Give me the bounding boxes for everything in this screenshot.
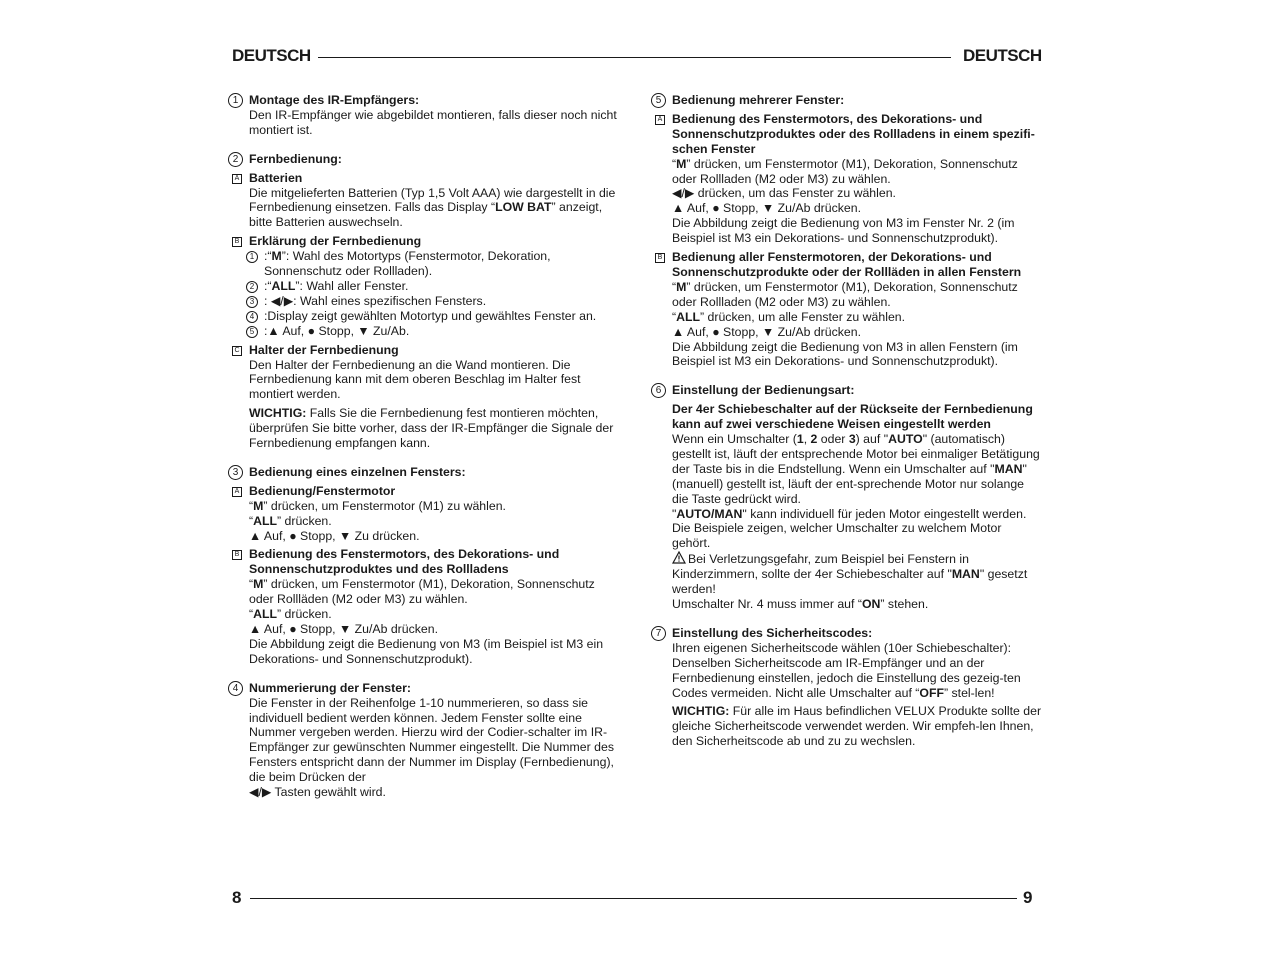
section-title: Bedienung eines einzelnen Fensters: — [249, 464, 466, 479]
subsection-title: Bedienung aller Fenstermotoren, der Dekorations- und Sonnenschutzprodukte oder der Rollläden in allen Fenstern — [672, 250, 1022, 279]
paragraph: Den IR-Empfänger wie abgebildet montieren, falls dieser noch nicht montiert ist. — [249, 107, 617, 137]
important-note: WICHTIG: Falls Sie die Fernbedienung fest montieren möchten, überprüfen Sie bitte vorher, dass der IR-Empfänger die Signale der Fernbedienung empfangen kann. — [249, 406, 614, 451]
section-number-7: 7 — [651, 626, 666, 641]
page-number-left: 8 — [232, 888, 242, 907]
section-number-3: 3 — [228, 465, 243, 480]
subsection-title: Batterien — [249, 170, 303, 185]
subsection-title: Halter der Fernbedienung — [249, 342, 399, 357]
paragraph: Die mitgelieferten Batterien (Typ 1,5 Volt AAA) wie dargestellt in die Fernbedienung einsetzen. Falls das Display “LOW BAT” anzeigt, bitte Batterien auswechseln. — [249, 185, 616, 230]
paragraph: “ALL” drücken. — [249, 513, 332, 528]
subsection-label: B — [232, 550, 242, 560]
paragraph: Die Abbildung zeigt die Bedienung von M3 (im Beispiel ist M3 ein Dekorations- und Sonnenschutzprodukt). — [249, 636, 604, 666]
section-number-1: 1 — [228, 93, 243, 108]
header-language-left: DEUTSCH — [232, 46, 311, 65]
paragraph: “ALL” drücken. — [249, 607, 332, 622]
section-title: Fernbedienung: — [249, 151, 342, 166]
paragraph: Die Fenster in der Reihenfolge 1-10 nummerieren, so dass sie individuell bedient werden können. Jedem Fenster sollte eine Nummer vergeben werden. Hierzu wird der Codier-schalter im IR-Empfänger zur gewünschten Nummer eingestellt. Die Nummer des Fensters entspricht dann der Nummer im Display (Fernbedienung), die beim Drücken der — [249, 695, 614, 785]
section-7 — [650, 626, 1042, 749]
header-language-right: DEUTSCH — [963, 46, 1042, 65]
paragraph: “M” drücken, um Fenstermotor (M1), Dekoration, Sonnenschutz oder Rollladen (M2 oder M3) zu wählen. — [672, 156, 1018, 186]
section-title: Einstellung des Sicherheitscodes: — [672, 625, 873, 640]
footer-rule — [250, 898, 1017, 899]
paragraph: ▲ Auf, ● Stopp, ▼ Zu/Ab drücken. — [672, 324, 861, 339]
page-number-right: 9 — [1023, 888, 1033, 907]
subsection-title: Bedienung/Fenstermotor — [249, 483, 396, 498]
section-4 — [227, 681, 619, 800]
section-5 — [650, 93, 1042, 369]
header-rule — [318, 57, 951, 58]
list-item: 1 :“M”: Wahl des Motortyps (Fenstermotor, Dekoration, Sonnenschutz oder Rollladen). — [249, 249, 619, 279]
warning-triangle-icon — [672, 551, 686, 564]
subsection-label: A — [232, 174, 242, 184]
section-3 — [227, 465, 619, 667]
lead-text: Der 4er Schiebeschalter auf der Rückseite der Fernbedienung kann auf zwei verschiedene Weisen eingestellt werden — [672, 402, 1033, 432]
section-number-6: 6 — [651, 383, 666, 398]
paragraph: Umschalter Nr. 4 muss immer auf “ON” stehen. — [672, 597, 929, 611]
paragraph: “M” drücken, um Fenstermotor (M1) zu wählen. — [249, 498, 506, 513]
paragraph: “M” drücken, um Fenstermotor (M1), Dekoration, Sonnenschutz oder Rollläden (M2 oder M3) zu wählen. — [249, 577, 595, 607]
subsection-label: B — [655, 253, 665, 263]
list-item: 2 :“ALL”: Wahl aller Fenster. — [249, 279, 619, 294]
right-column — [650, 93, 1042, 749]
subsection-b — [657, 250, 1042, 369]
subsection-a — [234, 483, 619, 544]
warning-paragraph: Bei Verletzungsgefahr, zum Beispiel bei Fenstern in Kinderzimmern, sollte der 4er Schiebeschalter auf "MAN" gesetzt werden! — [672, 552, 1028, 597]
section-1 — [227, 93, 619, 138]
section-6 — [650, 383, 1042, 612]
section-title: Einstellung der Bedienungsart: — [672, 383, 855, 398]
paragraph: ◀/▶ Tasten gewählt wird. — [249, 785, 386, 800]
paragraph: Ihren eigenen Sicherheitscode wählen (10er Schiebeschalter): Denselben Sicherheitscode am IR-Empfänger und an der Fernbedienung einstellen, jedoch die Einstellung des gezeig-ten Codes vermeiden. Nicht alle Umschalter auf “OFF” stel-len! — [672, 640, 1021, 700]
subsection-title: Bedienung des Fenstermotors, des Dekorations- und Sonnenschutzproduktes oder des Rollladens in einem spezifi-schen Fenster — [672, 111, 1035, 156]
subsection-title: Bedienung des Fenstermotors, des Dekorations- und Sonnenschutzproduktes und des Rollladens — [249, 547, 560, 577]
section-title: Montage des IR-Empfängers: — [249, 93, 420, 107]
list-item: 5 :▲ Auf, ● Stopp, ▼ Zu/Ab. — [249, 324, 619, 339]
paragraph: ▲ Auf, ● Stopp, ▼ Zu/Ab drücken. — [672, 201, 861, 216]
subsection-title: Erklärung der Fernbedienung — [249, 234, 422, 249]
section-number-4: 4 — [228, 681, 243, 696]
subsection-label: B — [232, 237, 242, 247]
paragraph: Die Abbildung zeigt die Bedienung von M3 in allen Fenstern (im Beispiel ist M3 ein Dekorations- und Sonnenschutzprodukt). — [672, 339, 1018, 369]
subsection-label: A — [655, 115, 665, 125]
subsection-c — [234, 342, 619, 451]
paragraph: Den Halter der Fernbedienung an die Wand montieren. Die Fernbedienung kann mit dem oberen Beschlag im Halter fest montiert werden. — [249, 357, 581, 402]
subsection-a — [234, 170, 619, 231]
paragraph: ◀/▶ drücken, um das Fenster zu wählen. — [672, 186, 896, 201]
paragraph: ▲ Auf, ● Stopp, ▼ Zu/Ab drücken. — [249, 622, 438, 636]
subsection-a — [657, 111, 1042, 246]
paragraph: Wenn ein Umschalter (1, 2 oder 3) auf "AUTO" (automatisch) gestellt ist, läuft der entsprechende Motor bei einmaliger Betätigung der Taste bis in die Endstellung. Wenn ein Umschalter auf "MAN" (manuell) gestellt ist, läuft der ent-sprechende Motor nur solange die Taste gedrückt wird. — [672, 432, 1040, 506]
paragraph: "AUTO/MAN" kann individuell für jeden Motor eingestellt werden. — [672, 506, 1027, 521]
subsection-b — [234, 234, 619, 338]
section-title: Bedienung mehrerer Fenster: — [672, 93, 845, 107]
list-item: 4 :Display zeigt gewählten Motortyp und gewähltes Fenster an. — [249, 309, 619, 324]
paragraph: ▲ Auf, ● Stopp, ▼ Zu drücken. — [249, 528, 420, 543]
subsection-label: C — [232, 346, 242, 356]
list-item: 3 : ◀/▶: Wahl eines spezifischen Fensters. — [249, 294, 619, 309]
subsection-label: A — [232, 487, 242, 497]
section-number-2: 2 — [228, 152, 243, 167]
paragraph: Die Beispiele zeigen, welcher Umschalter zu welchem Motor gehört. — [672, 521, 1002, 551]
left-column — [227, 93, 619, 800]
paragraph: “M” drücken, um Fenstermotor (M1), Dekoration, Sonnenschutz oder Rollladen (M2 oder M3) zu wählen. — [672, 279, 1018, 309]
paragraph: Die Abbildung zeigt die Bedienung von M3 im Fenster Nr. 2 (im Beispiel ist M3 ein Dekorations- und Sonnenschutzprodukt). — [672, 216, 1015, 246]
section-2 — [227, 152, 619, 451]
section-title: Nummerierung der Fenster: — [249, 680, 411, 695]
paragraph: “ALL” drücken, um alle Fenster zu wählen. — [672, 309, 906, 324]
subsection-b — [234, 547, 619, 666]
important-note: WICHTIG: Für alle im Haus befindlichen VELUX Produkte sollte der gleiche Sicherheitscode verwendet werden. Wir empfeh-len Ihnen, den Sicherheitscode ab und zu zu wechslen. — [672, 704, 1042, 749]
section-number-5: 5 — [651, 93, 666, 108]
